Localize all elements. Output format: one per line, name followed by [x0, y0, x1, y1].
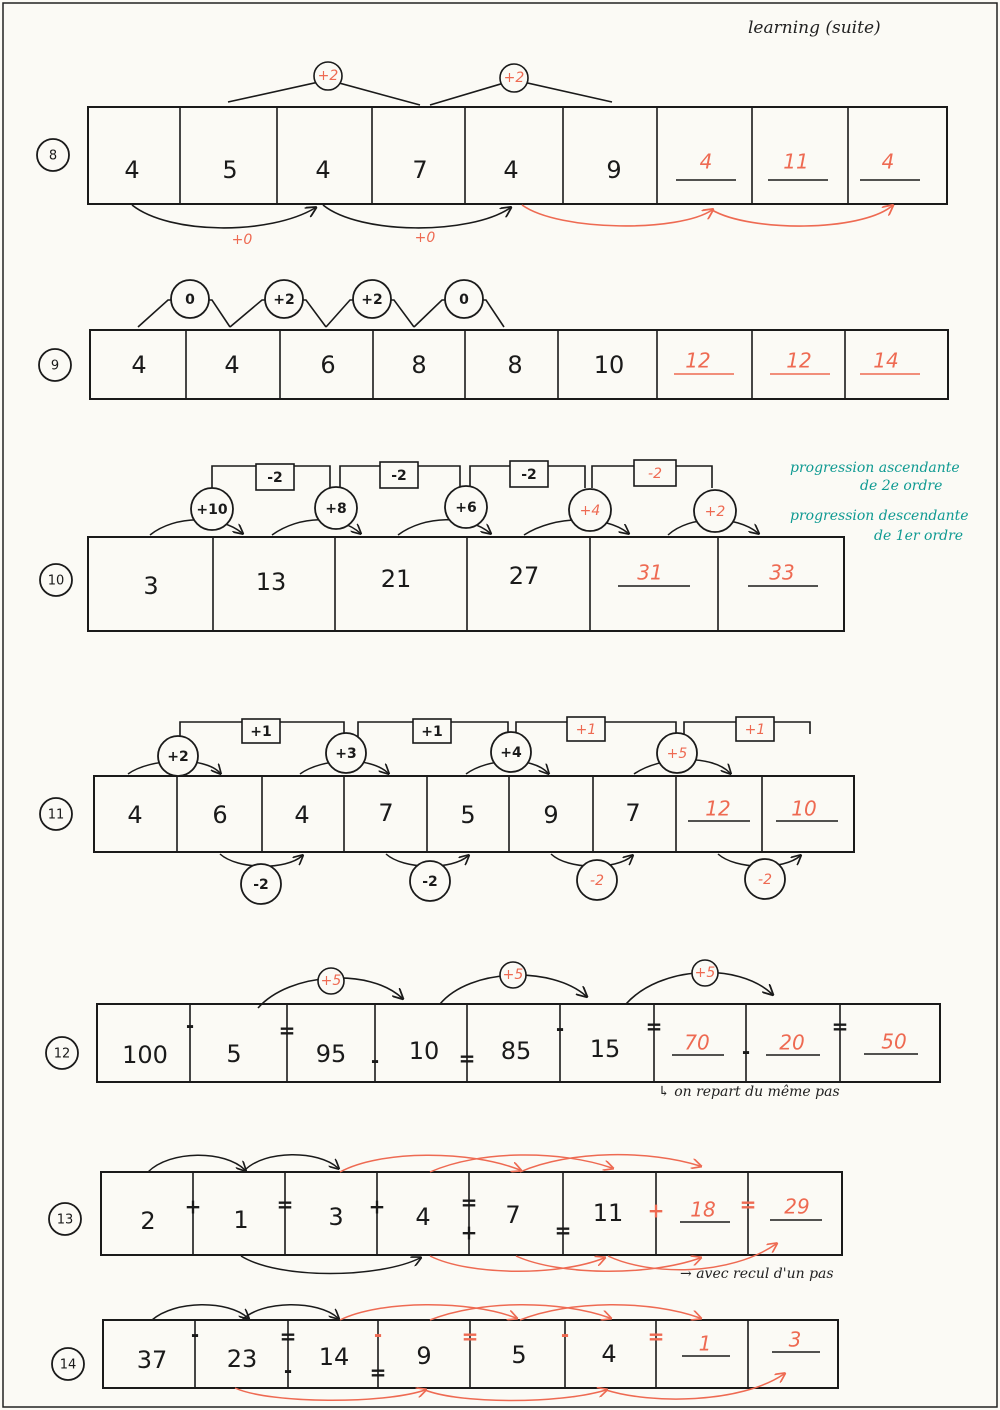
note-progression-ascendante: progression ascendante — [790, 460, 960, 476]
difference-label: +5 — [666, 746, 688, 762]
operator-sign: + — [368, 1194, 386, 1219]
cell-value: 7 — [505, 1201, 521, 1229]
difference-label: +2 — [704, 504, 726, 520]
operator-sign: - — [185, 1013, 195, 1038]
note-progression-descendante: progression descendante — [790, 508, 969, 524]
cell-value: 7 — [378, 799, 394, 827]
operator-sign: = — [554, 1218, 572, 1243]
answer-value: 4 — [699, 149, 713, 174]
answer-value: 18 — [690, 1197, 716, 1222]
exercise-number: 13 — [56, 1212, 74, 1228]
sequence-strip — [88, 537, 844, 631]
answer-value: 3 — [788, 1327, 802, 1352]
operator-sign: - — [560, 1322, 570, 1347]
arc-arrow — [323, 205, 510, 228]
operator-sign: = — [461, 1324, 479, 1349]
second-difference-label: +1 — [421, 724, 443, 740]
cell-value: 7 — [625, 799, 641, 827]
answer-value: 10 — [791, 796, 817, 821]
operator-sign: - — [555, 1016, 565, 1041]
cell-value: 10 — [408, 1037, 440, 1065]
cell-value: 6 — [320, 351, 336, 379]
exercise-14 — [52, 1305, 838, 1401]
cell-value: 5 — [511, 1341, 527, 1369]
exercise-8 — [37, 62, 947, 248]
operator-sign: = — [647, 1324, 665, 1349]
cell-value: 9 — [416, 1342, 432, 1370]
answer-value: 14 — [873, 348, 899, 373]
difference-label: +6 — [455, 500, 477, 516]
note-same-step: ↳ on repart du même pas — [658, 1084, 840, 1100]
cell-value: 85 — [500, 1037, 532, 1065]
difference-label: +2 — [503, 70, 525, 86]
arc-label: +0 — [414, 230, 436, 246]
exercise-number: 12 — [53, 1046, 71, 1062]
cell-value: 11 — [592, 1199, 624, 1227]
cell-value: 5 — [460, 801, 476, 829]
difference-label: +2 — [167, 749, 189, 765]
operator-sign: = — [276, 1192, 294, 1217]
cell-value: 15 — [589, 1035, 621, 1063]
difference-label: -2 — [590, 873, 604, 889]
operator-sign: + — [647, 1198, 665, 1223]
arc-label: +0 — [231, 232, 253, 248]
cell-value: 4 — [127, 801, 143, 829]
operator-sign: - — [741, 1039, 751, 1064]
difference-label: +3 — [335, 746, 357, 762]
cell-value: 2 — [140, 1207, 156, 1235]
cell-value: 7 — [412, 156, 428, 184]
cell-value: 21 — [380, 565, 412, 593]
cell-value: 4 — [503, 156, 519, 184]
answer-value: 1 — [698, 1331, 712, 1356]
operator-sign: = — [369, 1360, 387, 1385]
cell-value: 14 — [318, 1343, 350, 1371]
exercise-number: 9 — [50, 358, 60, 374]
answer-value: 70 — [684, 1030, 710, 1055]
cell-value: 100 — [122, 1041, 168, 1069]
cell-value: 13 — [255, 568, 287, 596]
exercise-11 — [40, 717, 854, 904]
difference-label: 0 — [185, 292, 195, 308]
cell-value: 4 — [131, 351, 147, 379]
operator-sign: = — [831, 1014, 849, 1039]
note-step-back: → avec recul d'un pas — [680, 1266, 834, 1282]
exercise-13 — [49, 1155, 842, 1282]
exercise-number: 11 — [47, 807, 65, 823]
operator-sign: = — [278, 1018, 296, 1043]
cell-value: 4 — [315, 156, 331, 184]
answer-value: 29 — [784, 1194, 810, 1219]
difference-label: +5 — [694, 965, 716, 981]
second-difference-label: -2 — [648, 466, 662, 482]
cell-value: 10 — [593, 351, 625, 379]
operator-sign: + — [184, 1194, 202, 1219]
answer-value: 12 — [685, 348, 711, 373]
difference-label: +4 — [579, 503, 601, 519]
cell-value: 8 — [507, 351, 523, 379]
answer-value: 31 — [637, 560, 663, 585]
exercise-9 — [39, 280, 948, 399]
difference-label: -2 — [253, 877, 269, 893]
page-title: learning (suite) — [748, 18, 881, 38]
answer-value: 50 — [881, 1029, 907, 1054]
operator-sign: - — [190, 1322, 200, 1347]
operator-sign: = — [279, 1324, 297, 1349]
difference-label: +2 — [361, 292, 383, 308]
difference-label: +10 — [196, 502, 228, 518]
cell-value: 4 — [601, 1340, 617, 1368]
cell-value: 9 — [606, 156, 622, 184]
exercise-10 — [40, 460, 969, 631]
arc-arrow — [132, 205, 315, 228]
answer-value: 12 — [786, 348, 812, 373]
second-difference-label: +1 — [744, 722, 766, 738]
difference-label: -2 — [758, 872, 772, 888]
difference-label: +4 — [500, 745, 522, 761]
cell-value: 4 — [294, 801, 310, 829]
difference-label: -2 — [422, 874, 438, 890]
cell-value: 37 — [136, 1346, 168, 1374]
difference-label: +5 — [320, 973, 342, 989]
cell-value: 23 — [226, 1345, 258, 1373]
cell-value: 3 — [143, 572, 159, 600]
difference-label: +5 — [502, 967, 524, 983]
operator-sign: - — [283, 1358, 293, 1383]
operator-sign: - — [373, 1322, 383, 1347]
cell-value: 8 — [411, 351, 427, 379]
difference-label: +2 — [317, 68, 339, 84]
operator-sign: + — [460, 1220, 478, 1245]
correction-arc — [712, 206, 892, 226]
difference-label: +2 — [273, 292, 295, 308]
difference-label: 0 — [459, 292, 469, 308]
answer-value: 4 — [881, 149, 895, 174]
note-progression-ascendante-order: de 2e ordre — [860, 478, 943, 494]
operator-sign: - — [370, 1048, 380, 1073]
cell-value: 95 — [315, 1040, 347, 1068]
cell-value: 27 — [508, 562, 540, 590]
second-difference-label: -2 — [267, 470, 283, 486]
cell-value: 9 — [543, 801, 559, 829]
exercise-number: 14 — [59, 1357, 77, 1373]
operator-sign: = — [739, 1192, 757, 1217]
operator-sign: = — [645, 1014, 663, 1039]
second-difference-label: +1 — [250, 724, 272, 740]
cell-value: 5 — [226, 1040, 242, 1068]
cell-value: 5 — [222, 156, 238, 184]
cell-value: 1 — [233, 1206, 249, 1234]
exercise-12 — [46, 960, 940, 1100]
cell-value: 4 — [224, 351, 240, 379]
answer-value: 11 — [783, 149, 809, 174]
operator-sign: = — [458, 1046, 476, 1071]
second-difference-label: +1 — [575, 722, 597, 738]
operator-sign: = — [460, 1190, 478, 1215]
cell-value: 4 — [415, 1203, 431, 1231]
second-difference-label: -2 — [391, 468, 407, 484]
correction-arc — [522, 205, 712, 226]
cell-value: 3 — [328, 1203, 344, 1231]
answer-value: 20 — [779, 1030, 805, 1055]
second-difference-label: -2 — [521, 467, 537, 483]
note-progression-descendante-order: de 1er ordre — [874, 528, 964, 544]
cell-value: 4 — [124, 156, 140, 184]
answer-value: 33 — [769, 560, 795, 585]
cell-value: 6 — [212, 801, 228, 829]
exercise-number: 10 — [47, 573, 65, 589]
exercise-number: 8 — [48, 148, 58, 164]
difference-label: +8 — [325, 501, 347, 517]
answer-value: 12 — [705, 796, 731, 821]
